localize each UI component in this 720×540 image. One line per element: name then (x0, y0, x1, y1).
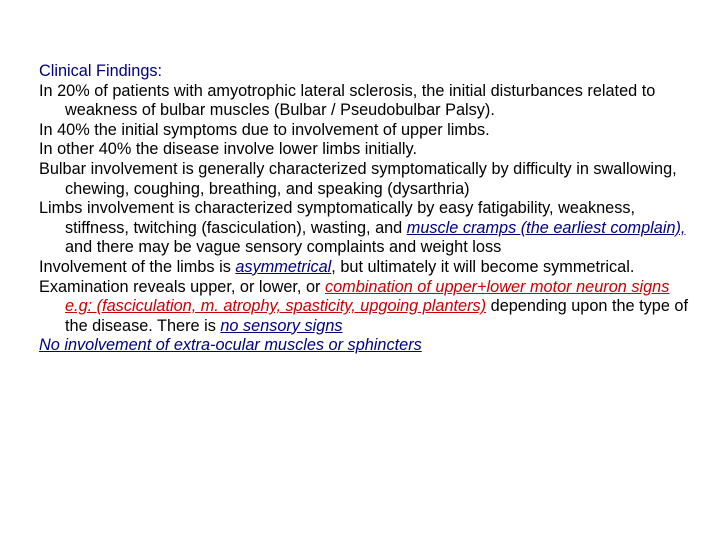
paragraph-sphincters (39, 336, 689, 356)
no-sensory-signs-link[interactable]: no sensory signs (220, 316, 343, 335)
slide-content (39, 62, 689, 356)
paragraph-asymmetry (39, 258, 689, 278)
paragraph-limbs-involvement (39, 199, 689, 258)
no-extraocular-involvement-link[interactable]: No involvement of extra-ocular muscles or sphincters (39, 336, 422, 355)
limbs-text-start: Limbs involvement is characterized symptomatically by easy fatigability, weakness, stiffness, twitching (fasciculation), wasting, and (39, 199, 636, 237)
asymmetry-text-end: , but ultimately it will become symmetrical. (331, 257, 635, 276)
muscle-cramps-link[interactable]: muscle cramps (the earliest complain), (406, 218, 686, 237)
motor-neuron-signs-link[interactable]: combination of upper+lower motor neuron signs e.g: (fasciculation, m. atrophy, spasticity, upgoing planters) (65, 277, 670, 316)
paragraph-lower-limbs: In other 40% the disease involve lower limbs initially. (39, 140, 417, 159)
paragraph-bulbar-involvement: Bulbar involvement is generally characterized symptomatically by difficulty in swallowing, chewing, coughing, breathing, and speaking (dysarthria) (39, 159, 677, 198)
asymmetry-text-start: Involvement of the limbs is (39, 257, 236, 276)
asymmetrical-link[interactable]: asymmetrical (235, 257, 332, 276)
examination-text-start: Examination reveals upper, or lower, or (39, 277, 325, 296)
paragraph-upper-limbs: In 40% the initial symptoms due to involvement of upper limbs. (39, 120, 490, 139)
paragraph-examination (39, 278, 689, 337)
limbs-text-end: and there may be vague sensory complaints and weight loss (65, 238, 502, 257)
examination-text-middle: depending upon the type of the disease. There is (65, 297, 688, 335)
slide-title: Clinical Findings: (39, 62, 163, 80)
paragraph-bulbar-onset: In 20% of patients with amyotrophic lateral sclerosis, the initial disturbances related to weakness of bulbar muscles (Bulbar / Pseudobulbar Palsy). (39, 81, 656, 120)
